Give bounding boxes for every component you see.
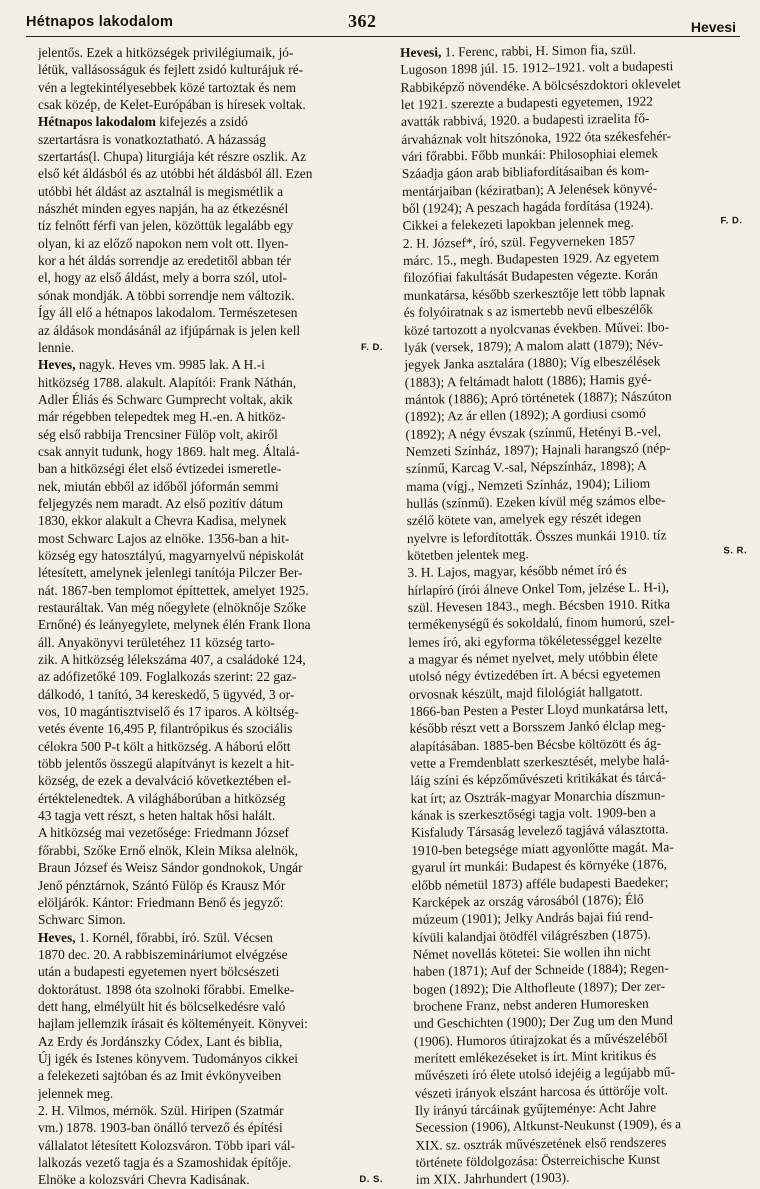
text-line: kának is szerkesztőségi tagja volt. 1909-ben a [410, 804, 656, 824]
text-line: vos, 10 magántisztviselő és 17 iparos. A költség- [38, 704, 299, 720]
text-line: 3. H. Lajos, magyar, később német író és [407, 562, 627, 581]
text-line: ből (1924); A peszach hagáda fordítása (1924). [402, 197, 654, 217]
text-line: után a budapesti egyetemen nyert bölcsészeti [38, 964, 280, 980]
text-line: Heves, nagyk. Heves vm. 9985 lak. A H.-i [38, 357, 265, 373]
entry-headword: Hevesi, [400, 44, 442, 60]
running-head: Hevesi [690, 19, 736, 35]
text-line: hitközség 1788. alakult. Alapítói: Frank Náthán, [38, 374, 297, 390]
text-line: 2. H. József*, író, szül. Fegyverneken 1857 [402, 232, 636, 251]
text-line: Hevesi, 1. Ferenc, rabbi, H. Simon fia, szül. [400, 41, 636, 60]
text-line: 2. H. Vilmos, mérnök. Szül. Hiripen (Szatmár [38, 1102, 284, 1118]
author-signature: F. D. [360, 341, 383, 353]
text-line: Így áll elő a hétnapos lakodalom. Természetesen [38, 305, 298, 321]
text-line: hullás (színmű). Ezeken kívül még számos elbe- [406, 492, 666, 511]
text-line: vári főrabbi. Főbb munkái: Philosophiai elemek [401, 145, 659, 165]
text-line: Schwarc Simon. [38, 912, 126, 928]
text-line: 1870 dec. 20. A rabbiszemináriumot elvégzése [38, 946, 288, 962]
text-line: Ily irányú tárcáinak gyűjteménye: Acht Jahre [414, 1099, 657, 1118]
text-line: árvaháznak volt hitszónoka, 1922 óta székesfehér- [401, 127, 672, 147]
text-line: előbb németül 1873) afféle budapesti Baedeker; [411, 873, 669, 893]
text-line: Új igék és Istenes könyvem. Tudományos cikkei [38, 1050, 298, 1066]
text-line: munkatársa, később szerkesztője lett több lapnak [403, 284, 666, 303]
text-line: (1892); Az ár ellen (1892); A gordiusi csomó [405, 405, 646, 425]
text-line: Száadja gáon arab bibliafordításaiban és kom- [401, 162, 650, 182]
text-line: 1866-ban Pesten a Pester Lloyd munkatársa lett, [409, 700, 668, 719]
text-line: több jelentős összegű alapítványt is kezelt a hit- [38, 756, 295, 772]
text-line: 1830, ekkor alakult a Chevra Kadisa, melynek [38, 513, 287, 529]
text-line: Jenő pénztárnok, Szántó Fülöp és Krausz Mór [38, 877, 286, 893]
text-line: Elnöke a kolozsvári Chevra Kadisának. D. S. [38, 1172, 383, 1188]
text-line: most Schwarc Lajos az elnöke. 1356-ban a hit- [38, 530, 290, 546]
text-line: közé tartozott a nyolcvanas években. Művei: Ibo- [403, 318, 670, 338]
text-line: nát. 1867-ben templomot építtettek, amelyet 1925. [38, 582, 309, 598]
entry-headword: Heves, [38, 929, 76, 945]
text-line: szül. Hevesen 1843., megh. Bécsben 1910. Ritka [407, 596, 671, 615]
text-line: szertartás(l. Chupa) liturgiája két részre oszlik. Az [38, 149, 307, 165]
text-line: Adler Éliás és Schwarc Gumprecht voltak, akik [38, 391, 293, 407]
text-line: vészeti irányok elszánt harcosa és úttörője volt. [414, 1081, 668, 1101]
text-line: nek, miután ebből az időből jóformán semmi [38, 478, 279, 494]
text-line: jelennek meg. [38, 1085, 114, 1101]
text-line: el, hogy az első áldást, mely a borra szól, utol- [38, 270, 288, 286]
text-line: mama (vígj., Nemzeti Színház, 1904); Liliom [406, 475, 651, 494]
text-line: dálkodó, 1 tanító, 34 kereskedő, 5 ügyvéd, 3 or- [38, 686, 295, 702]
text-line: lyák (versek, 1879); A malom alatt (1879); Név- [404, 336, 664, 355]
text-line: jegyek Janka asztalára (1880); Víg elbeszélések [404, 353, 661, 373]
text-line: (1883); A feltámadt halott (1886); Hamis gyé- [404, 371, 652, 390]
text-line: főrabbi, Szőke Ernő elnök, Klein Miksa alelnök, [38, 842, 298, 858]
text-line: lennie. F. D. [38, 339, 383, 355]
text-line: vállalatot létesített Kolozsváron. Több ipari vál- [38, 1137, 296, 1153]
text-line: let 1921. szerezte a budapesti egyetemen, 1922 [400, 93, 654, 113]
text-line: vm.) 1878. 1903-ban önálló tervező és építési [38, 1120, 283, 1136]
text-line: tíz felnőtt férfi van jelen, közöttük legalább egy [38, 218, 294, 234]
text-line: doktorátust. 1898 óta szolnoki főrabbi. Emelke- [38, 981, 295, 997]
text-line: nászhét minden egyes napján, ha az étkezésnél [38, 201, 289, 217]
text-line: lalkozás vezető tagja és a Szamoshidak építője. [38, 1155, 292, 1170]
text-line: láig színi és képzőművészeti kritikákat és tárcá- [410, 769, 667, 789]
page-number: 362 [348, 11, 377, 31]
text-line: község, de ezek a devalváció következtében el- [38, 773, 292, 789]
text-line: Cikkei a felekezeti lapokban jelennek meg. F. D. [402, 213, 742, 235]
entry-headword: Hétnapos lakodalom [38, 114, 156, 130]
text-line: Rabbiképző növendéke. A bölcsészdoktori oklevelet [400, 75, 681, 95]
text-line: brochene Franz, nebst anderen Humoresken [413, 995, 649, 1014]
text-line: 43 tagja vett részt, s heten haltak hősi halált. [38, 808, 276, 824]
left-column [38, 44, 383, 1189]
text-line: dett hang, elmélyült hit és bölcselkedésre való [38, 998, 286, 1014]
text-line: (1892); A négy évszak (színmű, Hetényi B.-vel, [405, 422, 662, 442]
text-line: létesített, amelynek jelenlegi tanítója Pilczer Ber- [38, 565, 303, 581]
text-line: mántok (1886); Apró történetek (1887); Nászúton [404, 388, 672, 407]
text-line: Kisfaludy Társaság levelező tagjává választotta. [410, 821, 669, 841]
text-line: orvosnak készült, majd filológiát hallgatott. [408, 683, 643, 702]
author-signature: D. S. [359, 1174, 383, 1186]
book-title: Hétnapos lakodalom [26, 14, 174, 30]
text-line: Lugoson 1898 júl. 15. 1912–1921. volt a budapesti [400, 58, 674, 78]
text-line: vén a legtekintélyesebbek közé tartoztak és nem [38, 79, 297, 95]
entry-headword: Heves, [38, 357, 76, 373]
text-line: a felekezeti sajtóban és az Imit évkönyveiben [38, 1068, 282, 1084]
text-line: merített emlékezéseket is írt. Mint kritikus és [414, 1047, 657, 1066]
text-line: és folyóiratnak s az ismertebb nevű elbeszélők [403, 301, 653, 321]
text-line: olyan, ki az előző napokon nem volt ott. Ilyen- [38, 235, 289, 251]
text-line: Az Erdy és Jordánszky Códex, Lant és biblia, [38, 1033, 283, 1049]
text-line: célokra 500 P-t költ a hitközség. A háború előtt [38, 738, 291, 754]
text-line: A hitközség mai vezetősége: Friedmann József [38, 825, 290, 841]
text-line: első két áldásból és az utóbbi hét áldásból áll. Ezen [38, 166, 313, 182]
text-line: színmű, Karcag V.-sal, Népszínház, 1898); A [405, 457, 647, 477]
text-line: jelentős. Ezek a hitközségek privilégiumaik, jó- [38, 45, 294, 60]
text-line: (1906). Humoros útirajzokat és a művészeléből [413, 1029, 668, 1049]
text-line: az áldások mondásánál az ifjúpárnak is jelen kell [38, 322, 301, 338]
text-line: kat írt; az Osztrák-magyar Monarchia díszmun- [410, 787, 666, 806]
text-line: Karcképek az ország városából (1876); Élő [411, 891, 644, 910]
text-line: kor a hét áldás sorrendje az eredetitől abban tér [38, 253, 291, 269]
text-line: ség első rabbija Trencsiner Fülöp volt, akiről [38, 426, 278, 442]
text-line: im XIX. Jahrhundert (1903). [415, 1170, 570, 1188]
text-line: létük, vallásosságuk és fejlett zsidó kulturájuk ré- [38, 62, 304, 78]
text-line: Braun József és Weisz Sándor gondnokok, Ungár [38, 860, 303, 876]
text-line: filozófiai fakultását Budapesten végezte. Korán [403, 266, 659, 286]
text-line: elöljárók. Kántor: Friedmann Benő és jegyző: [38, 894, 284, 910]
text-line: zik. A hitközség lélekszáma 407, a családoké 124, [38, 652, 306, 668]
text-line: később részt vett a Borsszem Jankó élclap meg- [409, 717, 666, 737]
text-line: haben (1871); Auf der Schneide (1884); Regen- [412, 960, 669, 980]
text-line: csak annyit tudunk, hogy 1869. halt meg. Általá- [38, 443, 300, 459]
right-column [400, 39, 756, 1188]
text-line: értéktelenedtek. A világháborúban a hitközség [38, 790, 286, 806]
text-line: mentárjaiban (kéziratban); A Jelenések könyvé- [401, 180, 658, 199]
author-signature: F. D. [720, 215, 743, 227]
text-line: Német novellás kötetei: Sie wollen ihn nicht [412, 943, 651, 962]
text-line: község egy hatosztályú, magyarnyelvű népiskolát [38, 547, 304, 563]
text-line: gyarul írt munkái: Budapest és környéke (1876, [411, 856, 668, 876]
text-line: restauráltak. Van még nőegylete (elnöknője Szőke [38, 600, 307, 615]
text-line: hírlapíró (írói álneve Onkel Tom, jelzése L. H-i), [407, 578, 670, 598]
text-line: nyelvre is lefordították. Összes munkái 1910. tíz [406, 526, 667, 546]
text-line: története földolgozása: Österreichische Kunst [415, 1151, 660, 1170]
author-signature: S. R. [723, 545, 748, 557]
text-line: szertartásra is vonatkoztatható. A házasság [38, 131, 266, 147]
text-line: áll. Anyakönyvi területéhez 11 község tarto- [38, 634, 275, 650]
text-line: sónak mondják. A többi sorrendje nem változik. [38, 287, 295, 303]
text-line: az adófizetőké 109. Foglalkozás szerint: 22 gaz- [38, 669, 297, 685]
text-line: ban a hitközségi élet első évtizedei ismeretle- [38, 461, 282, 477]
text-line: XIX. sz. osztrák művészetének első rendszeres [415, 1134, 667, 1153]
text-line: Heves, 1. Kornél, főrabbi, író. Szül. Vécsen [38, 929, 273, 945]
text-line: lemes író, aki egyforma tökéletességgel kezelte [408, 631, 663, 650]
text-line: alapításában. 1885-ben Bécsbe költözött és ág- [409, 735, 662, 754]
text-line: und Geschichten (1900); Der Zug um den Mund [413, 1012, 673, 1032]
text-line: szélő kötete van, amelyek egy részét idegen [406, 509, 642, 529]
text-line: feljegyzés nem maradt. Az első pozitív dátum [38, 495, 284, 511]
text-line: vetés évente 16,495 P, filantrópikus és szociális [38, 721, 293, 737]
text-line: kötetben jelentek meg. S. R. [407, 542, 747, 564]
page-header [26, 10, 740, 37]
text-line: márc. 15., megh. Budapesten 1929. Az egyetem [402, 249, 660, 269]
text-line: művészeti író élete utolsó idejéig a legújabb mű- [414, 1064, 676, 1084]
text-line: avatták rabbivá, 1920. a budapesti izraelita fő- [400, 110, 650, 130]
text-line: vette a Fremdenblatt szerkesztését, melybe halá- [409, 752, 670, 772]
text-line: hajlam jellemzik írásait és költeményeit. Könyvei: [38, 1016, 308, 1032]
text-line: Secession (1906), Altkunst-Neukunst (1909), és a [415, 1116, 682, 1136]
text-line: Nemzeti Színház, 1897); Hajnali harangszó (nép- [405, 440, 671, 459]
text-line: már régebben telepedtek meg H.-en. A hitköz- [38, 409, 286, 425]
text-line: Hétnapos lakodalom kifejezés a zsidó [38, 114, 248, 130]
text-line: csak közép, de Kelet-Európában is híresek voltak. [38, 97, 306, 113]
text-line: kívüli kalandjai ötödfél világrészben (1875). [412, 926, 651, 945]
text-line: utóbbi hét áldást az asztalnál is megismétlik a [38, 183, 284, 199]
text-line: termékenységű és sokoldalú, finom humorú, szel- [408, 613, 675, 633]
text-line: 1910-ben betegsége miatt agyonlőtte magát. Ma- [411, 839, 674, 858]
text-line: Ernőné) és leányegylete, melynek élén Frank Ilona [38, 617, 311, 633]
text-line: bogen (1892); Die Althofleute (1897); Der zer- [413, 977, 666, 997]
text-line: a magyar és német nyelvet, mely utóbbin élete [408, 648, 658, 667]
text-line: múzeum (1901); Jelky András bajai fiú rend- [412, 908, 654, 928]
text-line: utolsó négy évtizedében írt. A bécsi egyetemen [408, 665, 661, 685]
